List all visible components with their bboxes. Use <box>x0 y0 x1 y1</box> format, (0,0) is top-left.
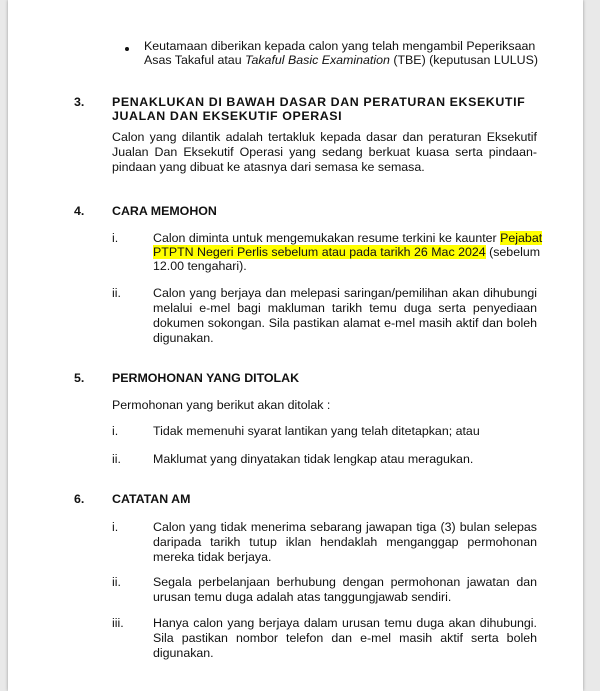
section-4-item-1-line-1: Calon diminta untuk mengemukakan resume terkini ke kaunter Pejabat <box>153 231 543 245</box>
section-6-number: 6. <box>74 492 85 506</box>
section-6-item-1-text: Calon yang tidak menerima sebarang jawapan tiga (3) bulan selepas daripada tarikh tutup iklan hendaklah menganggap permohonan mereka tidak berjaya. <box>153 520 537 564</box>
section-4-item-1-line-2: PTPTN Negeri Perlis sebelum atau pada tarikh 26 Mac 2024 (sebelum <box>153 245 541 259</box>
section-4-item-2-text: Calon yang berjaya dan melepasi saringan/pemilihan akan dihubungi melalui e-mel bagi makluman tarikh temu duga serta penyediaan dokumen sokongan. Sila pastikan alamat e-mel masih aktif dan boleh digunakan. <box>153 286 537 345</box>
section-5-item-2-marker: ii. <box>112 452 121 466</box>
section-6-item-2-text: Segala perbelanjaan berhubung dengan permohonan jawatan dan urusan temu duga adalah atas tanggungjawab sendiri. <box>153 575 537 604</box>
section-5-number: 5. <box>74 371 85 385</box>
section-6-item-2-marker: ii. <box>112 575 121 589</box>
highlighted-text: Pejabat <box>500 231 543 245</box>
section-5-item-1-marker: i. <box>112 424 119 438</box>
bullet-icon <box>125 47 129 51</box>
section-6-item-3-text: Hanya calon yang berjaya dalam urusan temu duga akan dihubungi. Sila pastikan nombor telefon dan e-mel masih aktif serta boleh digunakan. <box>153 616 537 660</box>
section-3-number: 3. <box>74 95 85 109</box>
section-3-heading-line-2: JUALAN DAN EKSEKUTIF OPERASI <box>112 109 343 123</box>
section-6-item-3-marker: iii. <box>112 616 124 630</box>
section-6-heading: CATATAN AM <box>112 492 191 506</box>
section-4-item-1-marker: i. <box>112 231 119 245</box>
section-6-item-1-marker: i. <box>112 520 119 534</box>
section-3-heading-line-1: PENAKLUKAN DI BAWAH DASAR DAN PERATURAN EKSEKUTIF <box>112 95 526 109</box>
section-4-item-1-line-3: 12.00 tengahari). <box>153 259 247 273</box>
section-5-intro: Permohonan yang berikut akan ditolak : <box>112 398 331 412</box>
bullet-line-1: Keutamaan diberikan kepada calon yang telah mengambil Peperiksaan <box>144 39 536 53</box>
section-5-item-1-text: Tidak memenuhi syarat lantikan yang telah ditetapkan; atau <box>153 424 480 438</box>
highlighted-text: PTPTN Negeri Perlis sebelum atau pada tarikh 26 Mac 2024 <box>153 245 486 259</box>
section-5-heading: PERMOHONAN YANG DITOLAK <box>112 371 300 385</box>
section-3-body: Calon yang dilantik adalah tertakluk kepada dasar dan peraturan Eksekutif Jualan Dan Eksekutif Operasi yang sedang berkuat kuasa serta pindaan-pindaan yang dibuat ke atasnya dari semasa ke semasa. <box>112 130 537 174</box>
document-page <box>8 0 583 691</box>
section-4-number: 4. <box>74 204 85 218</box>
section-4-heading: CARA MEMOHON <box>112 204 217 218</box>
bullet-line-2: Asas Takaful atau Takaful Basic Examination (TBE) (keputusan LULUS) <box>144 53 538 67</box>
section-5-item-2-text: Maklumat yang dinyatakan tidak lengkap atau meragukan. <box>153 452 474 466</box>
section-4-item-2-marker: ii. <box>112 286 121 300</box>
